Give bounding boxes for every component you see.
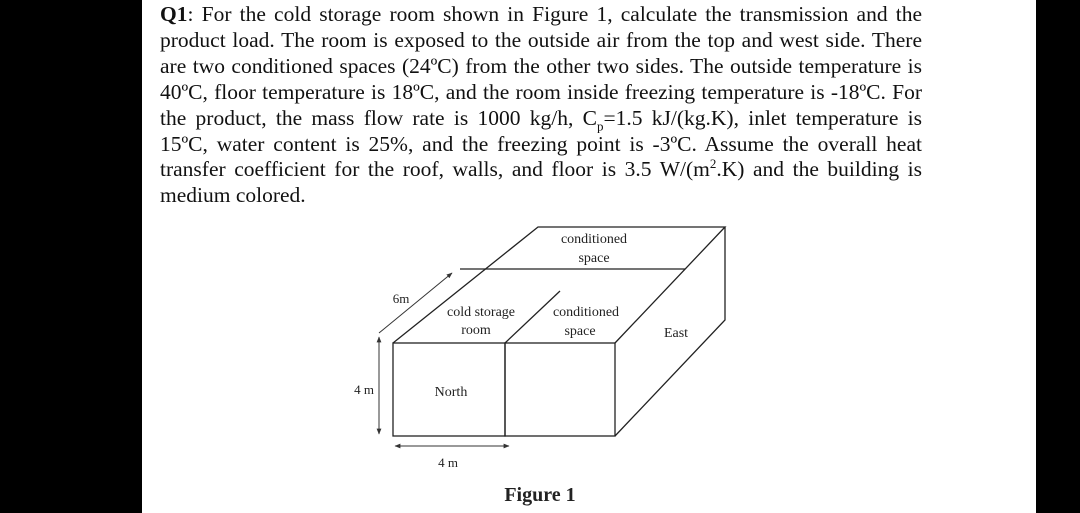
depth-dimension-line [379,273,452,333]
label-cold-storage-1: cold storage [446,305,516,320]
label-east: East [663,326,689,341]
question-part-2: =1.5 kJ/(kg.K), inlet temperature is 15ºC, water content is 25%, and the freezing point is -3ºC. Assume the overall heat transfer coefficient for the roof, walls, and floor is 3.5 W/(m [160,105,922,182]
label-cold-storage-2: room [461,323,491,338]
label-conditioned-top-2: space [578,251,610,266]
question-part-1: : For the cold storage room shown in Figure 1, calculate the transmission and the product load. The room is exposed to the outside air from the top and west side. There are two conditioned spaces (24ºC) from the other two sides. The outside temperature is 40ºC, floor temperature is 18ºC, and the room inside freezing temperature is -18ºC. For the product, the mass flow rate is 1000 kg/h, C [160,2,922,130]
label-conditioned-front-1: conditioned [552,305,620,320]
figure-1-diagram [142,0,1036,513]
label-conditioned-front-2: space [564,324,596,339]
cp-subscript: p [596,117,604,133]
label-conditioned-top-1: conditioned [560,232,628,247]
question-number: Q1 [160,2,188,26]
label-width-dimension: 4 m [438,455,458,470]
label-depth-dimension: 6m [392,291,410,306]
label-north: North [434,385,468,400]
conditioned-front-face [505,343,615,436]
figure-caption: Figure 1 [504,484,576,506]
document-page [142,0,1036,513]
question-part-3: .K) and the building is medium colored. [160,157,922,208]
label-height-dimension: 4 m [354,382,374,397]
area-superscript: 2 [709,156,717,172]
